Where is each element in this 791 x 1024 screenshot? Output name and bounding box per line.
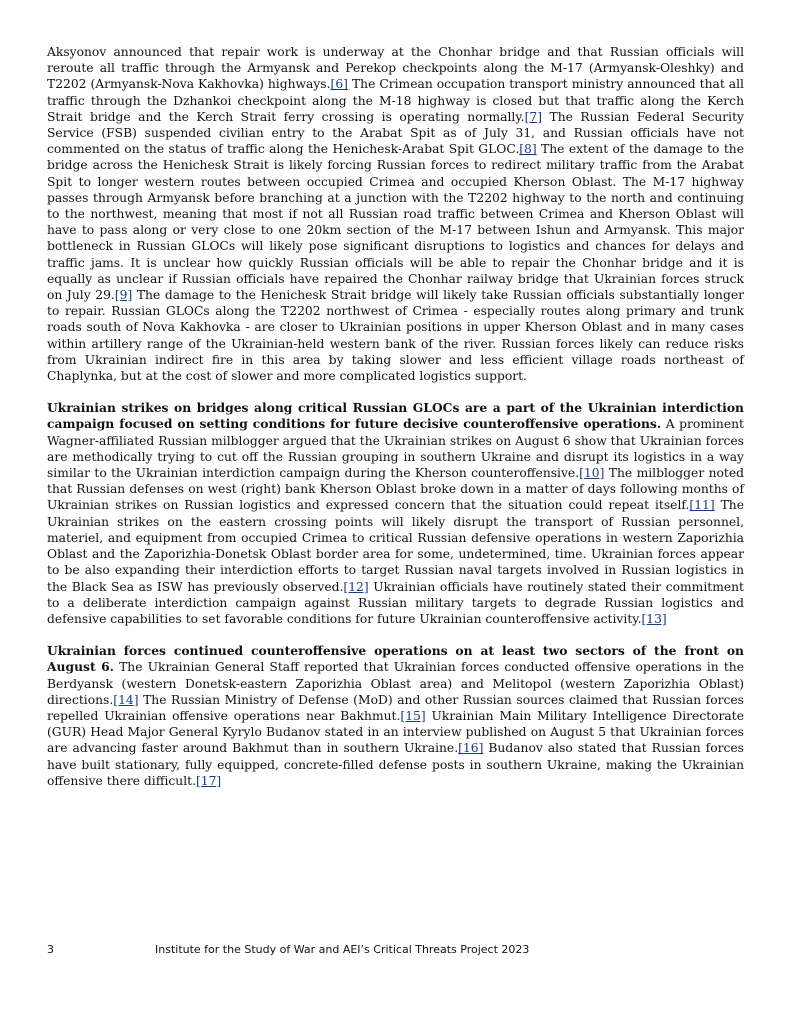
paragraph bbox=[47, 643, 744, 789]
footnote-link[interactable]: [13] bbox=[641, 611, 667, 626]
footnote-link[interactable]: [8] bbox=[519, 142, 537, 157]
page-number: 3 bbox=[47, 943, 54, 956]
paragraph-text: Aksyonov announced that repair work is underway at the Chonhar bridge and that Russian officials will reroute all traffic through the Armyansk and Perekop checkpoints along the M-17 (Armyansk-Oleshky) and T2202 (Armyansk-Nova Kakhovka) highways. bbox=[47, 45, 744, 92]
footnote-link[interactable]: [6] bbox=[330, 77, 348, 92]
paragraph-text: The Ukrainian strikes on the eastern crossing points will likely disrupt the transport of Russian personnel, materiel, and equipment from occupied Crimea to critical Russian defensive operations in western Zaporizhia Oblast and the Zaporizhia-Donetsk Oblast border area for some, undetermined, time. Ukrainian forces appear to be also expanding their interdiction efforts to target Russian naval targets involved in Russian logistics in the Black Sea as ISW has previously observed. bbox=[47, 498, 744, 594]
paragraph-text: The Russian Federal Security Service (FSB) suspended civilian entry to the Arabat Spit as of July 31, and Russian officials have not commented on the status of traffic along the Henichesk-Arabat Spit GLOC. bbox=[47, 109, 744, 157]
footnote-link[interactable]: [16] bbox=[458, 741, 484, 756]
paragraph-text: The extent of the damage to the bridge across the Henichesk Strait is likely forcing Russian forces to redirect military traffic from the Arabat Spit to longer western routes between occupied Crimea and occupied Kherson Oblast. The M-17 highway passes through Armyansk before branching at a junction with the T2202 highway to the north and continuing to the northwest, meaning that most if not all Russian road traffic between Crimea and Kherson Oblast will have to pass along or very close to one 20km section of the M-17 between Ishun and Armyansk. This major bottleneck in Russian GLOCs will likely pose significant disruptions to logistics and chances for delays and traffic jams. It is unclear how quickly Russian officials will be able to repair the Chonhar bridge and it is equally as unclear if Russian officials have repaired the Chonhar railway bridge that Ukrainian forces struck on July 29. bbox=[47, 142, 744, 303]
footnote-link[interactable]: [17] bbox=[195, 773, 222, 788]
footnote-link[interactable]: [10] bbox=[579, 466, 605, 481]
paragraph-text: Ukrainian officials have routinely stated their commitment to a deliberate interdiction campaign against Russian military targets to degrade Russian logistics and defensive capabilities to set favorable conditions for future Ukrainian counteroffensive activity. bbox=[47, 579, 744, 626]
paragraph bbox=[47, 44, 744, 384]
paragraph-text: Ukrainian Main Military Intelligence Directorate (GUR) Head Major General Kyrylo Budanov stated in an interview published on August 5 that Ukrainian forces are advancing faster around Bakhmut than in southern Ukraine. bbox=[47, 708, 744, 756]
footnote-link[interactable]: [9] bbox=[114, 288, 133, 303]
paragraph-lead: Ukrainian strikes on bridges along critical Russian GLOCs are a part of the Ukrainian interdiction campaign focused on setting conditions for future decisive counteroffensive operations. bbox=[47, 400, 744, 432]
paragraph-text: The Ukrainian General Staff reported that Ukrainian forces conducted offensive operations in the Berdyansk (western Donetsk-eastern Zaporizhia Oblast area) and Melitopol (western Zaporizhia Oblast) directions. bbox=[47, 660, 744, 707]
paragraph-text: The Russian Ministry of Defense (MoD) and other Russian sources claimed that Russian forces repelled Ukrainian offensive operations near Bakhmut. bbox=[47, 692, 744, 723]
footnote-link[interactable]: [11] bbox=[689, 498, 715, 513]
paragraph-text: Budanov also stated that Russian forces have built stationary, fully equipped, concrete-filled defense posts in southern Ukraine, making the Ukrainian offensive there difficult. bbox=[47, 741, 744, 788]
paragraph-text: The Crimean occupation transport ministry announced that all traffic through the Dzhankoi checkpoint along the M-18 highway is closed but that traffic along the Kerch Strait bridge and the Kerch Strait ferry crossing is operating normally. bbox=[47, 77, 744, 124]
footnote-link[interactable]: [7] bbox=[524, 109, 543, 124]
footnote-link[interactable]: [12] bbox=[343, 579, 369, 594]
paragraph-text: A prominent Wagner-affiliated Russian milblogger argued that the Ukrainian strikes on August 6 show that Ukrainian forces are methodically trying to cut off the Russian grouping in southern Ukraine and disrupt its logistics in a way similar to the Ukrainian interdiction campaign during the Kherson counteroffensive. bbox=[47, 417, 744, 481]
footnote-link[interactable]: [14] bbox=[113, 692, 139, 707]
paragraph bbox=[47, 400, 744, 627]
paragraph-text: The milblogger noted that Russian defenses on west (right) bank Kherson Oblast broke down in a matter of days following months of Ukrainian strikes on Russian logistics and expressed concern that the situation could repeat itself. bbox=[47, 466, 745, 513]
document-body bbox=[47, 44, 744, 789]
paragraph-lead: Ukrainian forces continued counteroffensive operations on at least two sectors of the front on August 6. bbox=[47, 643, 744, 675]
footer-organization: Institute for the Study of War and AEI’s Critical Threats Project 2023 bbox=[155, 943, 530, 956]
paragraph-text: The damage to the Henichesk Strait bridge will likely take Russian officials substantially longer to repair. Russian GLOCs along the T2202 northwest of Crimea - especially routes along primary and trunk roads south of Nova Kakhovka - are closer to Ukrainian positions in upper Kherson Oblast and in many cases within artillery range of the Ukrainian-held western bank of the river. Russian forces likely can reduce risks from Ukrainian indirect fire in this area by taking slower and less efficient village roads northeast of Chaplynka, but at the cost of slower and more complicated logistics support. bbox=[47, 288, 744, 384]
footnote-link[interactable]: [15] bbox=[400, 708, 426, 723]
